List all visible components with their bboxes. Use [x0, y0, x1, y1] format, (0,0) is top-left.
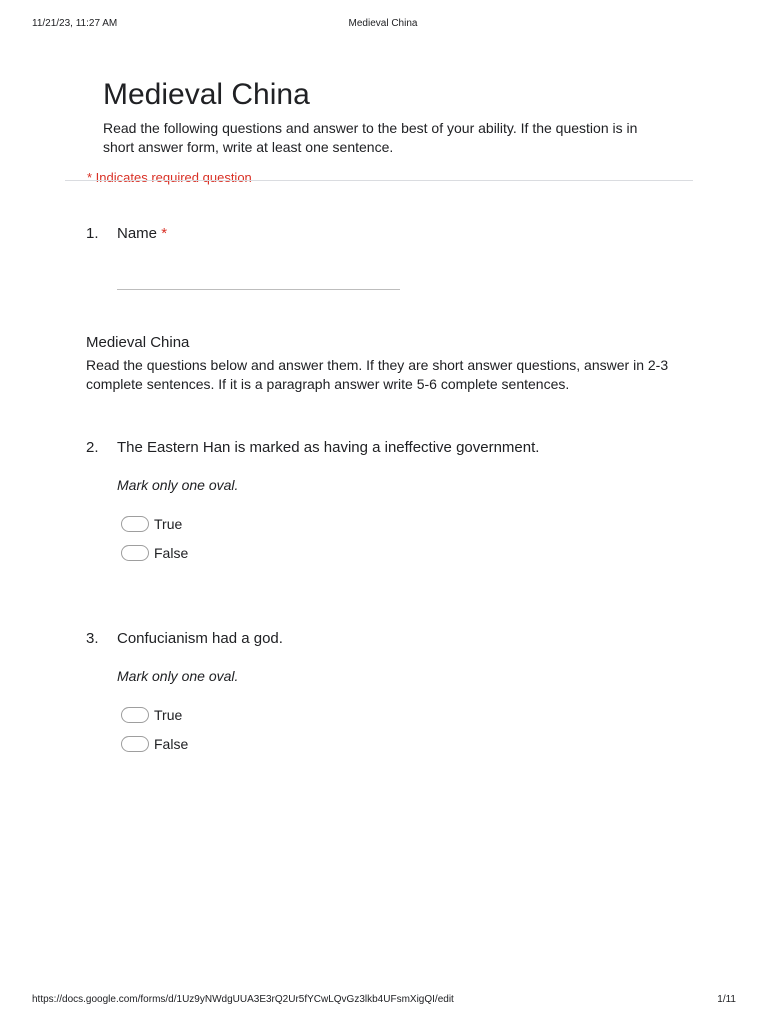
option-label: False: [154, 545, 189, 561]
radio-oval[interactable]: [121, 516, 149, 532]
question-text: Confucianism had a god.: [117, 630, 283, 647]
option-label: False: [154, 736, 189, 752]
question-number: 3.: [86, 630, 99, 647]
required-note: * Indicates required question: [87, 170, 252, 185]
question-3: [86, 630, 283, 647]
question-number: 2.: [86, 439, 99, 456]
form-description: Read the following questions and answer to the best of your ability. If the question is in short answer form, write at least one sentence.: [103, 120, 638, 155]
question-1: [86, 225, 167, 242]
print-doc-title: Medieval China: [348, 18, 418, 29]
option-label: True: [154, 516, 183, 532]
option-true[interactable]: [121, 706, 182, 724]
name-answer-field[interactable]: [117, 289, 400, 290]
question-instruction: Mark only one oval.: [117, 668, 239, 684]
required-asterisk: *: [161, 225, 168, 242]
question-number: 1.: [86, 225, 99, 242]
radio-oval[interactable]: [121, 545, 149, 561]
radio-oval[interactable]: [121, 707, 149, 723]
header-divider: [65, 180, 693, 181]
section-title: Medieval China: [86, 334, 190, 351]
option-label: True: [154, 707, 183, 723]
question-text: The Eastern Han is marked as having a ineffective government.: [117, 439, 540, 456]
print-url: https://docs.google.com/forms/d/1Uz9yNWdgUUA3E3rQ2Ur5fYCwLQvGz3lkb4UFsmXigQI/edit: [32, 994, 454, 1005]
question-instruction: Mark only one oval.: [117, 477, 239, 493]
question-text: Name: [117, 225, 158, 242]
page-number: 1/11: [717, 994, 736, 1005]
option-false[interactable]: [121, 544, 188, 562]
question-2: [86, 439, 539, 456]
print-datetime: 11/21/23, 11:27 AM: [32, 18, 118, 29]
form-title: Medieval China: [103, 78, 310, 111]
option-true[interactable]: [121, 515, 182, 533]
section-description: Read the questions below and answer them. If they are short answer questions, answer in 2-3 complete sentences. If it is a paragraph answer write 5-6 complete sentences.: [86, 357, 669, 392]
option-false[interactable]: [121, 735, 188, 753]
radio-oval[interactable]: [121, 736, 149, 752]
